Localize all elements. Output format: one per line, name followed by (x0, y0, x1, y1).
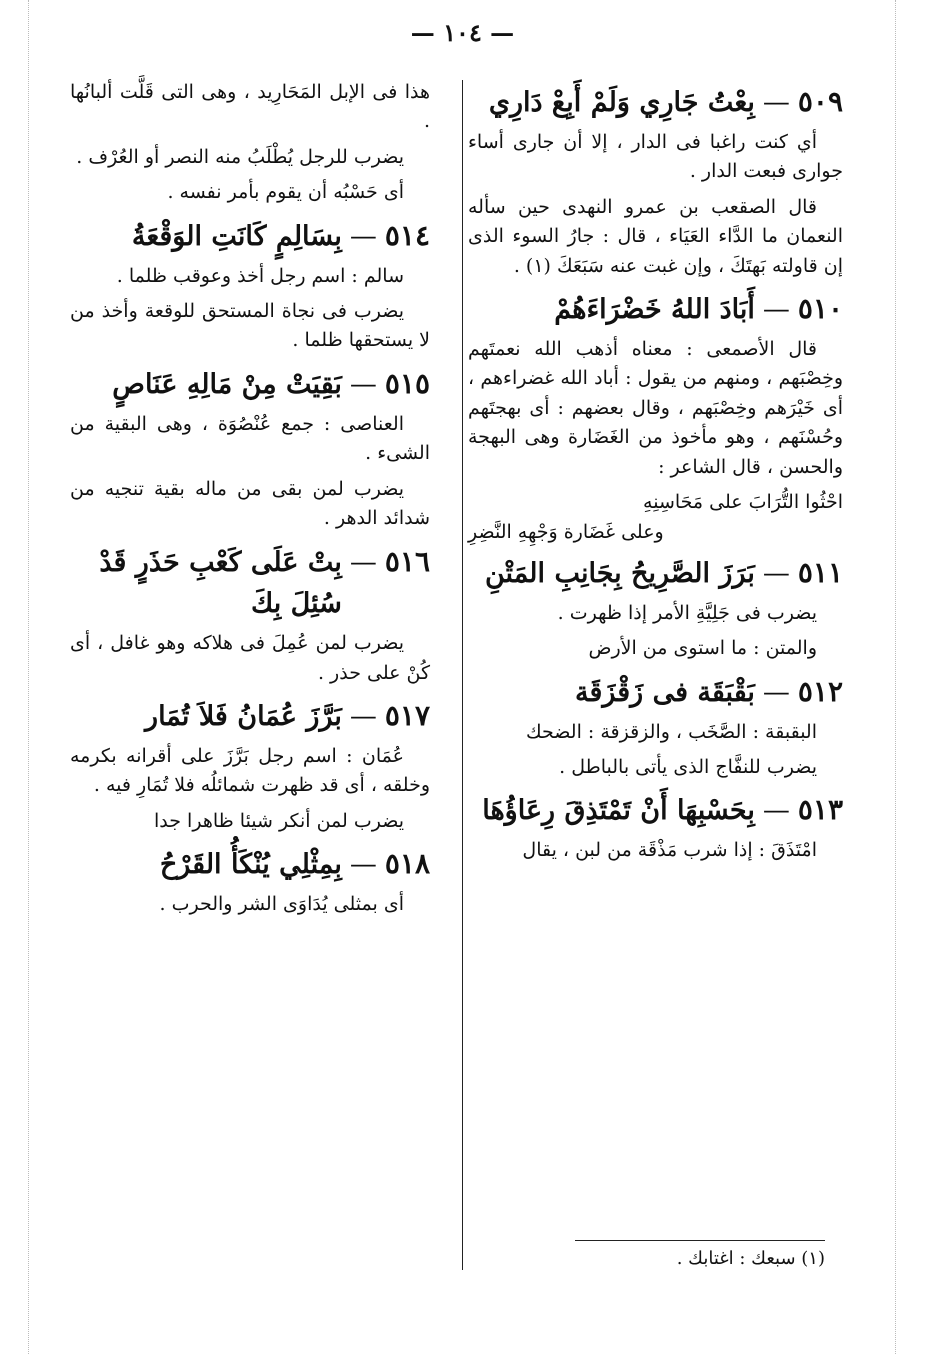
left-column (70, 78, 430, 926)
proverb-number: ٥١٦ (384, 544, 430, 578)
proverb-text: أَبَادَ اللهُ خَضْرَاءَهُمْ (554, 294, 755, 326)
proverb-title (70, 540, 430, 626)
page-edge-dots (895, 0, 896, 1354)
proverb-title (70, 842, 430, 886)
proverb-text: بِسَالِمٍ كَانَتِ الوَقْعَةُ (131, 220, 342, 252)
number-dash: — (762, 676, 790, 708)
poem-hemistich-2: وعلى غَضَارة وَجْهِهِ النَّضِرِ (468, 520, 664, 543)
proverb-title (468, 80, 843, 124)
paragraph: هذا فى الإبل المَحَارِيد ، وهى التى قَلَّت ألبانُها . (70, 81, 430, 133)
paragraph: سالم : اسم رجل أخذ وعوقب ظلما . (116, 264, 404, 287)
paragraph: يضرب لمن عُمِلَ فى هلاكه وهو غافل ، أى كُنْ على حذر . (70, 632, 430, 684)
paragraph: أى بمثلى يُدَاوَى الشر والحرب . (159, 893, 404, 916)
number-dash: — (349, 220, 377, 252)
footnote: (١) سبعك : اغتابك . (676, 1248, 825, 1269)
proverb-title (468, 788, 843, 832)
proverb-text: بَرَزَ الصَّرِيحُ بِجَانِبِ المَتْنِ (485, 557, 755, 589)
paragraph: امْتَذَقَ : إذا شرب مَذْقَة من لبن ، يقال (522, 839, 817, 862)
number-dash: — (762, 557, 790, 589)
proverb-title (468, 551, 843, 595)
number-dash: — (762, 795, 790, 827)
paragraph: والمتن : ما استوى من الأرض (588, 637, 817, 660)
proverb-text: بَرَّزَ عُمَانُ فَلاَ تُمَار (145, 701, 342, 733)
paragraph: العناصى : جمع عُنْصُوَة ، وهى البقية من الشىء . (70, 412, 430, 465)
paragraph: يضرب لمن أنكر شيئا ظاهرا جدا (154, 809, 404, 832)
paragraph: قال الأصمعى : معناه أذهب الله نعمتَهم وخِصْبَهم ، ومنهم من يقول : أباد الله غضراءهم ، أى خَيْرَهم وخِصْبَهم ، وقال بعضهم : أى بهجتَهم وحُسْنَهم ، وهو مأخوذ من الغَضَارة وهى البهجة والحسن ، قال الشاعر : (468, 337, 843, 478)
paragraph: يضرب للنفَّاج الذى يأتى بالباطل . (559, 755, 817, 778)
proverb-title (70, 694, 430, 738)
proverb-text: بَقْبَقَة فى زَقْزَقَة (574, 676, 755, 708)
page-edge-dots (28, 0, 29, 1354)
paragraph: البقبقة : الصَّخَب ، والزقزقة : الضحك (526, 720, 817, 743)
poem-hemistich-1: احْثُوا التُّرَابَ على مَحَاسِنِهِ (643, 491, 843, 514)
right-column (468, 78, 843, 872)
paragraph: يضرب للرجل يُطْلَبُ منه النصر أو العُرْف . (76, 145, 404, 168)
number-dash: — (349, 546, 377, 578)
number-dash: — (762, 87, 790, 118)
number-dash: — (349, 849, 377, 881)
paragraph: يضرب فى نجاة المستحق للوقعة وأخذ من لا يستحقها ظلما . (70, 300, 430, 352)
paragraph: عُمَان : اسم رجل بَرَّزَ على أقرانه بكرمه وخلقه ، أى قد ظهرت شمائلُه فلا تُمَارِ فيه . (70, 744, 430, 797)
paragraph: أى حَسْبُه أن يقوم بأمر نفسه . (167, 181, 404, 204)
paragraph: يضرب فى جَلِيَّةِ الأمر إذا ظهرت . (557, 601, 817, 624)
proverb-number: ٥١٢ (797, 674, 843, 708)
paragraph: قال الصقعب بن عمرو النهدى حين سأله النعمان ما الدَّاء العَيَاء ، قال : جارُ السوء الذى إن قاولته بَهتَكَ ، وإن غبت عنه سَبَعَكَ (١) . (468, 195, 843, 277)
proverb-number: ٥١١ (797, 555, 843, 589)
proverb-number: ٥١٠ (797, 292, 843, 326)
proverb-text: بِعْتُ جَارِي وَلَمْ أَبِعْ دَارِي (488, 87, 755, 118)
number-dash: — (349, 701, 377, 733)
number-dash: — (762, 294, 790, 326)
proverb-number: ٥٠٩ (797, 85, 843, 118)
proverb-number: ٥١٨ (384, 847, 430, 881)
proverb-number: ٥١٧ (384, 699, 430, 733)
proverb-title (70, 362, 430, 406)
paragraph: يضرب لمن بقى من ماله بقية تنجيه من شدائد الدهر . (70, 477, 430, 530)
proverb-text: بِتْ عَلَى كَعْبِ حَذَرٍ قَدْ سُئِلَ بِكَ (99, 546, 342, 620)
page-number: — ١٠٤ — (410, 18, 515, 47)
proverb-text: بِحَسْبِهَا أَنْ تَمْتَذِقَ رِعَاؤُهَا (482, 795, 755, 827)
proverb-text: بَقِيَتْ مِنْ مَالِهِ عَنَاصٍ (112, 368, 342, 400)
proverb-number: ٥١٤ (384, 218, 430, 252)
proverb-number: ٥١٥ (384, 366, 430, 400)
proverb-title (468, 670, 843, 714)
column-divider (462, 80, 463, 1270)
proverb-number: ٥١٣ (797, 793, 843, 827)
footnote-rule (575, 1240, 825, 1241)
proverb-text: بِمِثْلِي يُنْكَأُ القَرْحُ (159, 849, 342, 881)
proverb-title (70, 214, 430, 258)
proverb-title (468, 287, 843, 331)
number-dash: — (349, 368, 377, 400)
paragraph: أي كنت راغبا فى الدار ، إلا أن جارى أساء جوارى فبعت الدار . (468, 130, 843, 183)
